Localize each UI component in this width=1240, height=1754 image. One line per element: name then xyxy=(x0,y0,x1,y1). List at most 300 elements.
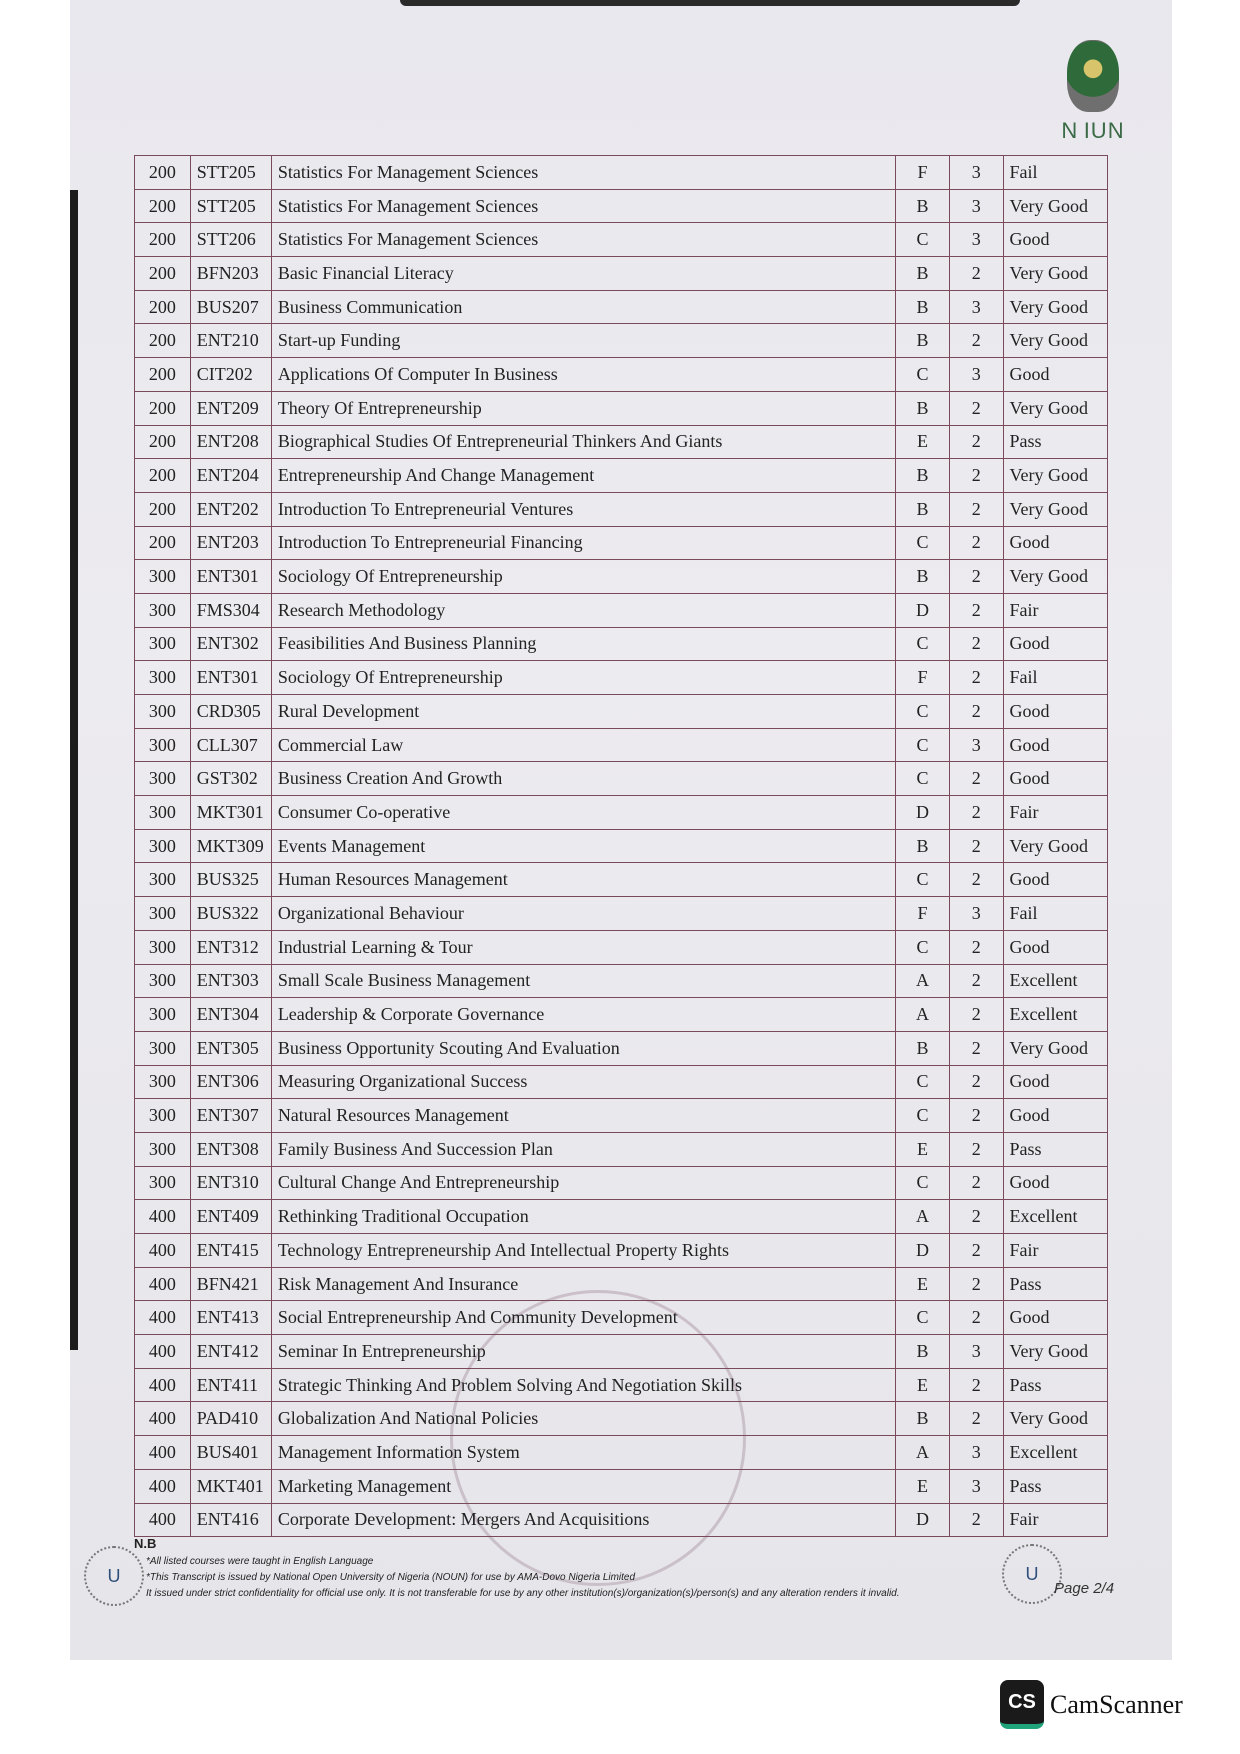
cell-grade: C xyxy=(896,1166,950,1200)
cell-title: Industrial Learning & Tour xyxy=(271,930,895,964)
cell-level: 400 xyxy=(135,1335,191,1369)
cell-code: ENT210 xyxy=(190,324,271,358)
cell-level: 300 xyxy=(135,762,191,796)
noun-logo xyxy=(1058,40,1128,156)
seal-left-icon: U xyxy=(84,1546,144,1606)
cell-remark: Good xyxy=(1003,930,1107,964)
cell-code: BUS401 xyxy=(190,1436,271,1470)
cell-grade: B xyxy=(896,459,950,493)
cell-grade: E xyxy=(896,425,950,459)
cell-level: 300 xyxy=(135,829,191,863)
table-row xyxy=(135,391,1108,425)
page-number: Page 2/4 xyxy=(1054,1580,1115,1597)
cell-units: 2 xyxy=(949,1132,1003,1166)
cell-level: 300 xyxy=(135,964,191,998)
table-row xyxy=(135,661,1108,695)
cell-grade: B xyxy=(896,257,950,291)
cell-grade: E xyxy=(896,1132,950,1166)
cell-code: CLL307 xyxy=(190,728,271,762)
cell-units: 2 xyxy=(949,796,1003,830)
results-table xyxy=(134,155,1108,1537)
cell-title: Events Management xyxy=(271,829,895,863)
cell-title: Sociology Of Entrepreneurship xyxy=(271,560,895,594)
cell-code: ENT415 xyxy=(190,1234,271,1268)
cell-grade: C xyxy=(896,1301,950,1335)
cell-remark: Pass xyxy=(1003,1469,1107,1503)
cell-grade: A xyxy=(896,964,950,998)
cell-code: ENT202 xyxy=(190,492,271,526)
cell-remark: Very Good xyxy=(1003,257,1107,291)
cell-code: BUS325 xyxy=(190,863,271,897)
table-row xyxy=(135,863,1108,897)
cell-remark: Fail xyxy=(1003,156,1107,190)
cell-level: 200 xyxy=(135,459,191,493)
cell-title: Social Entrepreneurship And Community Development xyxy=(271,1301,895,1335)
cell-remark: Very Good xyxy=(1003,391,1107,425)
cell-grade: A xyxy=(896,1436,950,1470)
cell-level: 300 xyxy=(135,796,191,830)
cell-title: Strategic Thinking And Problem Solving And Negotiation Skills xyxy=(271,1368,895,1402)
cell-units: 2 xyxy=(949,863,1003,897)
table-row xyxy=(135,526,1108,560)
cell-grade: C xyxy=(896,627,950,661)
cell-level: 300 xyxy=(135,863,191,897)
cell-level: 200 xyxy=(135,156,191,190)
cell-remark: Fair xyxy=(1003,1503,1107,1537)
cell-title: Consumer Co-operative xyxy=(271,796,895,830)
cell-code: BUS322 xyxy=(190,897,271,931)
cell-level: 300 xyxy=(135,1099,191,1133)
table-row xyxy=(135,1436,1108,1470)
cell-remark: Pass xyxy=(1003,1267,1107,1301)
cell-remark: Fair xyxy=(1003,796,1107,830)
cell-remark: Good xyxy=(1003,358,1107,392)
cell-grade: B xyxy=(896,1402,950,1436)
cell-title: Statistics For Management Sciences xyxy=(271,223,895,257)
cell-level: 300 xyxy=(135,930,191,964)
cell-units: 2 xyxy=(949,964,1003,998)
cell-title: Small Scale Business Management xyxy=(271,964,895,998)
cell-remark: Pass xyxy=(1003,1132,1107,1166)
cell-level: 400 xyxy=(135,1368,191,1402)
cell-code: PAD410 xyxy=(190,1402,271,1436)
cell-remark: Good xyxy=(1003,526,1107,560)
cell-level: 200 xyxy=(135,223,191,257)
cell-title: Rethinking Traditional Occupation xyxy=(271,1200,895,1234)
footer-note-language: *All listed courses were taught in English Language xyxy=(146,1556,374,1567)
table-row xyxy=(135,695,1108,729)
cell-grade: E xyxy=(896,1368,950,1402)
cell-code: ENT307 xyxy=(190,1099,271,1133)
scan-left-shadow xyxy=(70,190,78,1350)
cell-title: Feasibilities And Business Planning xyxy=(271,627,895,661)
cell-units: 2 xyxy=(949,1402,1003,1436)
cell-level: 200 xyxy=(135,290,191,324)
cell-remark: Very Good xyxy=(1003,459,1107,493)
cell-title: Theory Of Entrepreneurship xyxy=(271,391,895,425)
cell-units: 2 xyxy=(949,1234,1003,1268)
cell-title: Cultural Change And Entrepreneurship xyxy=(271,1166,895,1200)
cell-title: Organizational Behaviour xyxy=(271,897,895,931)
table-row xyxy=(135,762,1108,796)
cell-grade: E xyxy=(896,1469,950,1503)
table-row xyxy=(135,1065,1108,1099)
crest-icon xyxy=(1067,40,1119,112)
cell-remark: Excellent xyxy=(1003,1436,1107,1470)
cell-remark: Good xyxy=(1003,863,1107,897)
cell-title: Rural Development xyxy=(271,695,895,729)
footer-note-issued: *This Transcript is issued by National Open University of Nigeria (NOUN) for use by AMA-Dovo Nigeria Limited xyxy=(146,1572,636,1583)
cell-grade: A xyxy=(896,1200,950,1234)
cell-title: Business Creation And Growth xyxy=(271,762,895,796)
cell-grade: C xyxy=(896,358,950,392)
cell-title: Statistics For Management Sciences xyxy=(271,189,895,223)
cell-level: 200 xyxy=(135,189,191,223)
cell-title: Applications Of Computer In Business xyxy=(271,358,895,392)
cell-units: 3 xyxy=(949,728,1003,762)
cell-code: ENT305 xyxy=(190,1031,271,1065)
cell-code: STT205 xyxy=(190,156,271,190)
cell-units: 2 xyxy=(949,930,1003,964)
cell-code: ENT413 xyxy=(190,1301,271,1335)
cell-units: 2 xyxy=(949,425,1003,459)
cell-level: 300 xyxy=(135,560,191,594)
table-row xyxy=(135,459,1108,493)
table-row xyxy=(135,223,1108,257)
cell-level: 400 xyxy=(135,1402,191,1436)
cell-units: 2 xyxy=(949,257,1003,291)
table-row xyxy=(135,1469,1108,1503)
cell-units: 2 xyxy=(949,661,1003,695)
cell-title: Leadership & Corporate Governance xyxy=(271,998,895,1032)
cell-title: Introduction To Entrepreneurial Ventures xyxy=(271,492,895,526)
footer-note-confidentiality: It issued under strict confidentiality for official use only. It is not transferable for use by any other institution(s)/organization(s)/person(s) and any alteration renders it invalid. xyxy=(146,1588,900,1599)
cell-remark: Excellent xyxy=(1003,998,1107,1032)
table-row xyxy=(135,358,1108,392)
cell-grade: C xyxy=(896,762,950,796)
table-row xyxy=(135,1234,1108,1268)
table-row xyxy=(135,1099,1108,1133)
cell-code: MKT301 xyxy=(190,796,271,830)
cell-units: 2 xyxy=(949,627,1003,661)
table-row xyxy=(135,1267,1108,1301)
cell-level: 400 xyxy=(135,1267,191,1301)
cell-level: 300 xyxy=(135,1132,191,1166)
cell-grade: F xyxy=(896,661,950,695)
cell-grade: F xyxy=(896,156,950,190)
cell-code: ENT306 xyxy=(190,1065,271,1099)
table-row xyxy=(135,728,1108,762)
cell-grade: D xyxy=(896,1234,950,1268)
cell-units: 2 xyxy=(949,1099,1003,1133)
cell-remark: Good xyxy=(1003,1099,1107,1133)
cell-units: 2 xyxy=(949,1368,1003,1402)
scan-top-edge xyxy=(400,0,1020,6)
table-row xyxy=(135,964,1108,998)
cell-grade: C xyxy=(896,863,950,897)
cell-code: FMS304 xyxy=(190,593,271,627)
camscanner-logo-icon: CS xyxy=(1000,1680,1044,1729)
cell-remark: Very Good xyxy=(1003,1335,1107,1369)
table-row xyxy=(135,1132,1108,1166)
cell-level: 300 xyxy=(135,627,191,661)
table-row xyxy=(135,930,1108,964)
cell-code: ENT208 xyxy=(190,425,271,459)
cell-level: 300 xyxy=(135,1065,191,1099)
table-row xyxy=(135,156,1108,190)
cell-title: Technology Entrepreneurship And Intellectual Property Rights xyxy=(271,1234,895,1268)
camscanner-text: CamScanner xyxy=(1050,1689,1183,1719)
table-row xyxy=(135,829,1108,863)
cell-code: MKT309 xyxy=(190,829,271,863)
cell-units: 2 xyxy=(949,762,1003,796)
table-row xyxy=(135,1200,1108,1234)
seal-right-icon: U xyxy=(1002,1544,1062,1604)
cell-remark: Good xyxy=(1003,695,1107,729)
cell-remark: Pass xyxy=(1003,425,1107,459)
table-row xyxy=(135,1368,1108,1402)
cell-units: 3 xyxy=(949,1436,1003,1470)
cell-level: 400 xyxy=(135,1436,191,1470)
cell-units: 2 xyxy=(949,526,1003,560)
cell-level: 300 xyxy=(135,1031,191,1065)
table-row xyxy=(135,897,1108,931)
cell-grade: C xyxy=(896,1099,950,1133)
cell-level: 200 xyxy=(135,526,191,560)
cell-title: Natural Resources Management xyxy=(271,1099,895,1133)
cell-units: 2 xyxy=(949,459,1003,493)
cell-code: ENT310 xyxy=(190,1166,271,1200)
cell-code: ENT412 xyxy=(190,1335,271,1369)
cell-remark: Good xyxy=(1003,1065,1107,1099)
cell-units: 2 xyxy=(949,324,1003,358)
cell-code: BFN421 xyxy=(190,1267,271,1301)
cell-title: Business Communication xyxy=(271,290,895,324)
cell-code: ENT301 xyxy=(190,560,271,594)
cell-level: 200 xyxy=(135,425,191,459)
cell-level: 400 xyxy=(135,1301,191,1335)
footer-notes xyxy=(146,1554,1006,1602)
cell-title: Statistics For Management Sciences xyxy=(271,156,895,190)
cell-code: BFN203 xyxy=(190,257,271,291)
cell-grade: C xyxy=(896,223,950,257)
cell-remark: Excellent xyxy=(1003,1200,1107,1234)
cell-title: Business Opportunity Scouting And Evaluation xyxy=(271,1031,895,1065)
cell-level: 200 xyxy=(135,257,191,291)
table-row xyxy=(135,1166,1108,1200)
cell-level: 200 xyxy=(135,358,191,392)
cell-remark: Very Good xyxy=(1003,1402,1107,1436)
cell-level: 300 xyxy=(135,593,191,627)
cell-grade: B xyxy=(896,324,950,358)
cell-units: 3 xyxy=(949,223,1003,257)
cell-code: BUS207 xyxy=(190,290,271,324)
cell-grade: B xyxy=(896,189,950,223)
cell-level: 300 xyxy=(135,998,191,1032)
cell-remark: Fair xyxy=(1003,593,1107,627)
cell-remark: Very Good xyxy=(1003,829,1107,863)
cell-level: 400 xyxy=(135,1200,191,1234)
cell-title: Corporate Development: Mergers And Acquisitions xyxy=(271,1503,895,1537)
cell-level: 300 xyxy=(135,661,191,695)
cell-units: 2 xyxy=(949,593,1003,627)
cell-level: 300 xyxy=(135,897,191,931)
cell-grade: D xyxy=(896,593,950,627)
cell-title: Seminar In Entrepreneurship xyxy=(271,1335,895,1369)
cell-grade: B xyxy=(896,290,950,324)
cell-remark: Good xyxy=(1003,762,1107,796)
cell-grade: B xyxy=(896,829,950,863)
cell-remark: Excellent xyxy=(1003,964,1107,998)
table-row xyxy=(135,189,1108,223)
cell-units: 2 xyxy=(949,391,1003,425)
noun-logo-text: N IUN xyxy=(1061,118,1125,143)
cell-title: Start-up Funding xyxy=(271,324,895,358)
table-row xyxy=(135,560,1108,594)
cell-remark: Good xyxy=(1003,223,1107,257)
cell-remark: Very Good xyxy=(1003,560,1107,594)
table-row xyxy=(135,1402,1108,1436)
cell-units: 2 xyxy=(949,1065,1003,1099)
cell-code: ENT303 xyxy=(190,964,271,998)
cell-grade: A xyxy=(896,998,950,1032)
cell-code: STT205 xyxy=(190,189,271,223)
cell-level: 300 xyxy=(135,1166,191,1200)
cell-title: Marketing Management xyxy=(271,1469,895,1503)
cell-code: ENT204 xyxy=(190,459,271,493)
cell-units: 2 xyxy=(949,829,1003,863)
table-row xyxy=(135,998,1108,1032)
cell-title: Entrepreneurship And Change Management xyxy=(271,459,895,493)
table-row xyxy=(135,796,1108,830)
cell-title: Biographical Studies Of Entrepreneurial Thinkers And Giants xyxy=(271,425,895,459)
cell-remark: Very Good xyxy=(1003,324,1107,358)
table-row xyxy=(135,492,1108,526)
cell-grade: C xyxy=(896,526,950,560)
cell-grade: B xyxy=(896,560,950,594)
cell-level: 200 xyxy=(135,391,191,425)
cell-level: 300 xyxy=(135,695,191,729)
cell-code: ENT416 xyxy=(190,1503,271,1537)
cell-code: STT206 xyxy=(190,223,271,257)
cell-remark: Good xyxy=(1003,728,1107,762)
cell-units: 3 xyxy=(949,897,1003,931)
cell-level: 400 xyxy=(135,1469,191,1503)
cell-grade: B xyxy=(896,1335,950,1369)
cell-title: Basic Financial Literacy xyxy=(271,257,895,291)
cell-code: ENT411 xyxy=(190,1368,271,1402)
cell-title: Sociology Of Entrepreneurship xyxy=(271,661,895,695)
results-table-body xyxy=(135,156,1108,1537)
nb-label: N.B xyxy=(134,1536,157,1551)
cell-units: 2 xyxy=(949,998,1003,1032)
cell-remark: Good xyxy=(1003,1166,1107,1200)
cell-level: 200 xyxy=(135,324,191,358)
cell-code: ENT203 xyxy=(190,526,271,560)
cell-code: ENT302 xyxy=(190,627,271,661)
cell-units: 2 xyxy=(949,1301,1003,1335)
cell-units: 2 xyxy=(949,560,1003,594)
cell-title: Research Methodology xyxy=(271,593,895,627)
table-row xyxy=(135,1301,1108,1335)
cell-units: 2 xyxy=(949,1267,1003,1301)
cell-units: 3 xyxy=(949,1335,1003,1369)
cell-remark: Pass xyxy=(1003,1368,1107,1402)
cell-remark: Good xyxy=(1003,627,1107,661)
cell-code: ENT304 xyxy=(190,998,271,1032)
cell-units: 3 xyxy=(949,156,1003,190)
cell-grade: C xyxy=(896,728,950,762)
cell-title: Human Resources Management xyxy=(271,863,895,897)
cell-grade: D xyxy=(896,796,950,830)
cell-units: 2 xyxy=(949,1031,1003,1065)
cell-remark: Very Good xyxy=(1003,290,1107,324)
cell-grade: C xyxy=(896,930,950,964)
table-row xyxy=(135,627,1108,661)
cell-remark: Very Good xyxy=(1003,1031,1107,1065)
cell-grade: C xyxy=(896,1065,950,1099)
table-row xyxy=(135,593,1108,627)
cell-code: ENT209 xyxy=(190,391,271,425)
cell-grade: B xyxy=(896,492,950,526)
cell-code: ENT409 xyxy=(190,1200,271,1234)
cell-units: 2 xyxy=(949,1200,1003,1234)
cell-title: Family Business And Succession Plan xyxy=(271,1132,895,1166)
cell-units: 2 xyxy=(949,1166,1003,1200)
cell-code: GST302 xyxy=(190,762,271,796)
table-row xyxy=(135,1503,1108,1537)
camscanner-watermark xyxy=(1000,1680,1183,1729)
cell-code: CRD305 xyxy=(190,695,271,729)
cell-units: 3 xyxy=(949,1469,1003,1503)
cell-remark: Fail xyxy=(1003,661,1107,695)
table-row xyxy=(135,290,1108,324)
cell-remark: Fair xyxy=(1003,1234,1107,1268)
cell-grade: B xyxy=(896,391,950,425)
cell-grade: E xyxy=(896,1267,950,1301)
cell-title: Introduction To Entrepreneurial Financing xyxy=(271,526,895,560)
table-row xyxy=(135,425,1108,459)
cell-grade: F xyxy=(896,897,950,931)
cell-remark: Very Good xyxy=(1003,492,1107,526)
cell-title: Management Information System xyxy=(271,1436,895,1470)
cell-title: Globalization And National Policies xyxy=(271,1402,895,1436)
cell-remark: Good xyxy=(1003,1301,1107,1335)
cell-level: 300 xyxy=(135,728,191,762)
cell-level: 400 xyxy=(135,1503,191,1537)
cell-units: 3 xyxy=(949,358,1003,392)
cell-code: ENT312 xyxy=(190,930,271,964)
cell-title: Risk Management And Insurance xyxy=(271,1267,895,1301)
cell-units: 2 xyxy=(949,492,1003,526)
cell-units: 2 xyxy=(949,1503,1003,1537)
cell-code: CIT202 xyxy=(190,358,271,392)
table-row xyxy=(135,1031,1108,1065)
cell-level: 200 xyxy=(135,492,191,526)
table-row xyxy=(135,1335,1108,1369)
table-row xyxy=(135,257,1108,291)
cell-title: Measuring Organizational Success xyxy=(271,1065,895,1099)
cell-units: 3 xyxy=(949,290,1003,324)
cell-units: 3 xyxy=(949,189,1003,223)
cell-grade: C xyxy=(896,695,950,729)
cell-level: 400 xyxy=(135,1234,191,1268)
cell-remark: Very Good xyxy=(1003,189,1107,223)
table-row xyxy=(135,324,1108,358)
cell-units: 2 xyxy=(949,695,1003,729)
cell-title: Commercial Law xyxy=(271,728,895,762)
cell-grade: D xyxy=(896,1503,950,1537)
